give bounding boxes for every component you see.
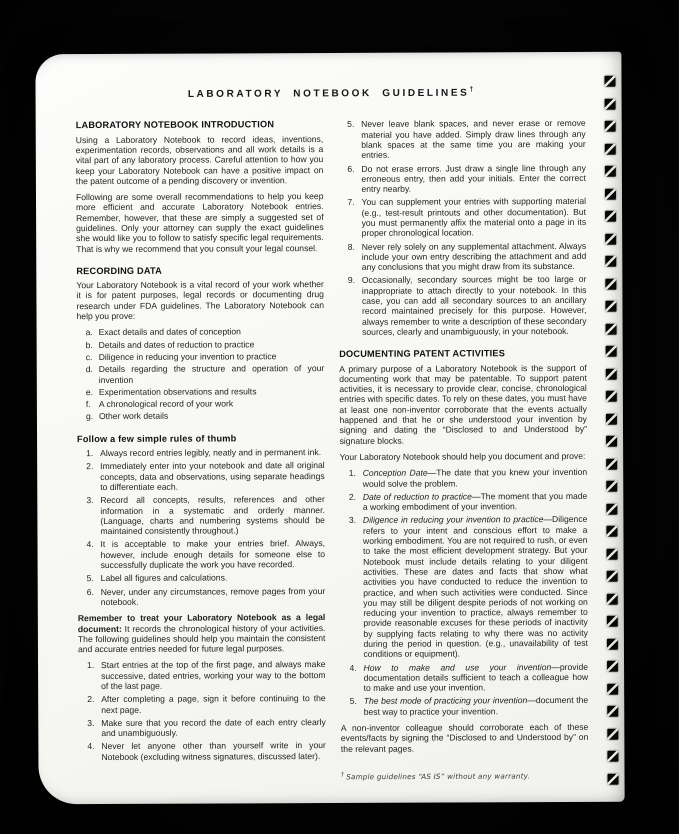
item-text: After completing a page, sign it before continuing to the next page. xyxy=(101,693,326,715)
item-label: 1. xyxy=(86,448,94,459)
list-item xyxy=(340,467,588,489)
list-item xyxy=(77,326,325,337)
item-label: 2. xyxy=(348,491,356,502)
item-text: Always record entries legibly, neatly and in permanent ink. xyxy=(100,447,322,459)
list-item xyxy=(77,447,325,458)
list-item xyxy=(339,274,587,337)
heading-documenting-patent: DOCUMENTING PATENT ACTIVITIES xyxy=(339,348,506,360)
footnote xyxy=(341,769,589,783)
item-text: A chronological record of your work xyxy=(98,398,234,410)
legal-lead: Remember to treat your Laboratory Notebook as a legal document: xyxy=(77,612,326,634)
item-lead-italic: The best mode of practicing your invention— xyxy=(363,695,536,707)
item-label: c. xyxy=(85,352,93,363)
item-label: 8. xyxy=(347,241,355,252)
item-text: Details and dates of reduction to practice xyxy=(98,339,255,350)
list-item xyxy=(78,693,326,715)
documenting-paragraph-1: A primary purpose of a Laboratory Notebook is the support of documenting work that may be patentable. To support patent activities, it is necessary to provide clear, concise, chronological entries with specific dates. To rely on these dates, you must have at least one non-inventor corroborate that the events actually happened and that he or she understood your invention by signing and dating the “Disclosed to and Understood by” signature blocks. xyxy=(339,362,588,446)
patent-items-list xyxy=(340,467,589,717)
item-text: Never let anyone other than yourself write in your Notebook (excluding witness signatures, discussed later). xyxy=(101,740,326,762)
item-text: Never leave blank spaces, and never erase or remove material you have added. Simply draw lines through any blank spaces at the same time you are making your entries. xyxy=(361,118,586,161)
list-item xyxy=(77,363,325,385)
item-label: 6. xyxy=(347,163,355,174)
list-item xyxy=(78,717,326,739)
list-item xyxy=(340,514,588,659)
item-text: Never, under any circumstances, remove pages from your notebook. xyxy=(100,585,326,607)
list-item xyxy=(341,695,589,717)
item-text: Immediately enter into your notebook and date all original concepts, data and observations, using separate headings to differentiate each. xyxy=(100,460,325,492)
item-lead-italic: Date of reduction to practice— xyxy=(362,491,481,502)
right-column xyxy=(338,118,588,782)
item-text: You can supplement your entries with supporting material (e.g., test-result printouts and other documentation). But you must permanently affix the material onto a page in its proper chronological location. xyxy=(361,196,587,239)
item-rest: The moment that you made a working embodiment of your invention. xyxy=(362,490,588,512)
item-text: Other work details xyxy=(98,411,169,422)
footnote-text: Sample guidelines “AS IS” without any warranty. xyxy=(346,771,531,782)
two-column-layout xyxy=(76,118,589,784)
list-item xyxy=(338,118,586,160)
list-item xyxy=(78,586,326,608)
list-item xyxy=(77,494,325,536)
item-text: Label all figures and calculations. xyxy=(100,572,228,584)
list-item xyxy=(78,572,326,583)
recording-paragraph: Your Laboratory Notebook is a vital record of your work whether it is for patent purposes, legal records or documenting drug research under FDA guidelines. The Laboratory Notebook can help you prove: xyxy=(76,279,324,322)
item-label: 5. xyxy=(349,696,357,707)
list-item xyxy=(77,410,325,421)
item-text: Do not erase errors. Just draw a single line through any erroneous entry, then add your initials. Enter the correct entry nearby. xyxy=(361,162,586,194)
item-label: b. xyxy=(85,339,93,350)
page-title-text: LABORATORY NOTEBOOK GUIDELINES xyxy=(187,87,470,100)
heading-recording-data: RECORDING DATA xyxy=(76,265,162,276)
notebook-page xyxy=(35,52,624,805)
item-label: 7. xyxy=(347,197,355,208)
item-label: 5. xyxy=(347,119,355,130)
item-label: f. xyxy=(85,399,91,410)
list-item xyxy=(338,162,586,194)
item-label: g. xyxy=(85,411,94,422)
item-label: 4. xyxy=(87,741,95,752)
item-label: e. xyxy=(85,386,94,397)
item-lead-italic: How to make and use your invention— xyxy=(363,661,560,673)
item-label: 4. xyxy=(349,662,357,673)
item-label: d. xyxy=(85,364,93,375)
item-text: Never rely solely on any supplemental attachment. Always include your own entry describing the attachment and add any conclusions that you might draw from its substance. xyxy=(361,240,587,273)
legal-rest: It records the chronological history of your activities. The following guidelines should help you maintain the consistent and accurate entries needed for future legal purposes. xyxy=(77,622,326,655)
item-text: Record all concepts, results, references and other information in a systematic and orderly manner. (Language, charts and numbering systems should be maintained consistently throughout.) xyxy=(100,494,325,537)
item-text: Occasionally, secondary sources might be too large or inappropriate to attach directly to your notebook. In this case, you can add all secondary sources to an ancillary record maintained precisely for this purpose. However, always remember to write a description of these secondary sources, clearly and unambiguously, in your notebook. xyxy=(361,274,587,337)
documenting-paragraph-2: Your Laboratory Notebook should help you document and prove: xyxy=(339,450,586,462)
page-title xyxy=(76,86,586,101)
item-text: It is acceptable to make your entries brief. Always, however, include enough details for someone else to successfully duplicate the work you have recorded. xyxy=(100,538,326,571)
list-item xyxy=(78,659,326,691)
left-column xyxy=(76,119,326,783)
list-item xyxy=(341,661,589,693)
item-text: Experimentation observations and results xyxy=(98,386,257,397)
item-rest: document the best way to practice your invention. xyxy=(363,695,589,717)
item-text xyxy=(363,491,588,513)
item-label: 3. xyxy=(87,717,95,728)
list-item xyxy=(77,351,325,362)
item-text: Start entries at the top of the first page, and always make successive, dated entries, working your way to the bottom of the last page. xyxy=(101,659,326,691)
item-lead-italic: Diligence in reducing your invention to practice— xyxy=(362,514,553,526)
list-item xyxy=(340,491,588,513)
item-text: Diligence in reducing your invention to practice xyxy=(98,351,277,362)
item-text xyxy=(363,514,588,659)
item-label: 6. xyxy=(86,586,94,597)
item-text: Details regarding the structure and operation of your invention xyxy=(98,363,325,385)
closing-paragraph: A non-inventor colleague should corroborate each of these events/facts by signing the “Disclosed to and Understood by” on the relevant pages. xyxy=(340,721,589,754)
list-item xyxy=(77,460,325,492)
list-item xyxy=(77,339,325,350)
item-label: 9. xyxy=(347,275,356,286)
item-rest: Diligence refers to your intent and conscious effort to make a working embodiment. You are not required to rush, or even to take the most efficient development strategy. But your Notebook must include details relating to your diligent activities. These are dates and facts that show what activities you have conducted to reduce the invention to practice, and when such activities were conducted. Since you may still be diligent despite periods of not working on reducing your invention to practice, always remember to provide reasonable excuses for these periods of inactivity by supplying facts relating to why there was no activity during the period in question. (e.g., unavailability of test conditions or equipment). xyxy=(362,514,588,660)
item-label: a. xyxy=(85,327,93,338)
intro-paragraph-2: Following are some overall recommendations to help you keep more efficient and accurate Laboratory Notebook entries. Remember, however, that these are simply a suggested set of guidelines. Only your attorney can supply the exact guidelines she would like you to follow to satisfy specific legal requirements. That is why we recommend that you consult your legal counsel. xyxy=(75,191,324,254)
item-label: 2. xyxy=(86,461,94,472)
list-item xyxy=(78,740,326,762)
item-label: 3. xyxy=(86,495,94,506)
list-item xyxy=(77,538,325,570)
rules-list xyxy=(77,447,325,607)
item-text xyxy=(363,467,588,489)
lettered-list xyxy=(77,326,325,421)
heading-introduction: LABORATORY NOTEBOOK INTRODUCTION xyxy=(75,119,275,131)
item-label: 1. xyxy=(348,468,356,479)
list-item xyxy=(338,196,586,238)
item-label: 5. xyxy=(86,573,94,584)
item-text: Exact details and dates of conception xyxy=(98,326,241,338)
intro-paragraph-1: Using a Laboratory Notebook to record ideas, inventions, experimentation records, observations and all work details is a vital part of any laboratory process. Careful attention to how you keep your Laboratory Notebook can have a positive impact on the patent outcome of a pending discovery or invention. xyxy=(75,133,324,186)
heading-rules-of-thumb: Follow a few simple rules of thumb xyxy=(77,433,237,444)
item-label: 2. xyxy=(87,694,95,705)
item-text xyxy=(364,695,589,717)
page-content xyxy=(35,52,624,805)
item-text xyxy=(364,661,589,693)
item-label: 4. xyxy=(86,539,94,550)
title-dagger: † xyxy=(469,86,474,94)
item-label: 1. xyxy=(87,660,95,671)
item-rest: The date that you knew your invention would solve the problem. xyxy=(362,467,588,489)
list-item xyxy=(77,398,325,409)
item-label: 3. xyxy=(348,515,357,526)
rules-list-continued xyxy=(338,118,586,337)
item-rest: provide documentation details sufficient to teach a colleague how to make and use your invention. xyxy=(363,661,589,694)
item-lead-italic: Conception Date— xyxy=(362,467,437,479)
legal-rules-list xyxy=(78,659,326,762)
list-item xyxy=(339,240,587,272)
list-item xyxy=(77,386,325,397)
legal-document-paragraph xyxy=(78,612,326,654)
item-text: Make sure that you record the date of each entry clearly and unambiguously. xyxy=(101,716,326,739)
footnote-dagger: † xyxy=(340,770,345,778)
